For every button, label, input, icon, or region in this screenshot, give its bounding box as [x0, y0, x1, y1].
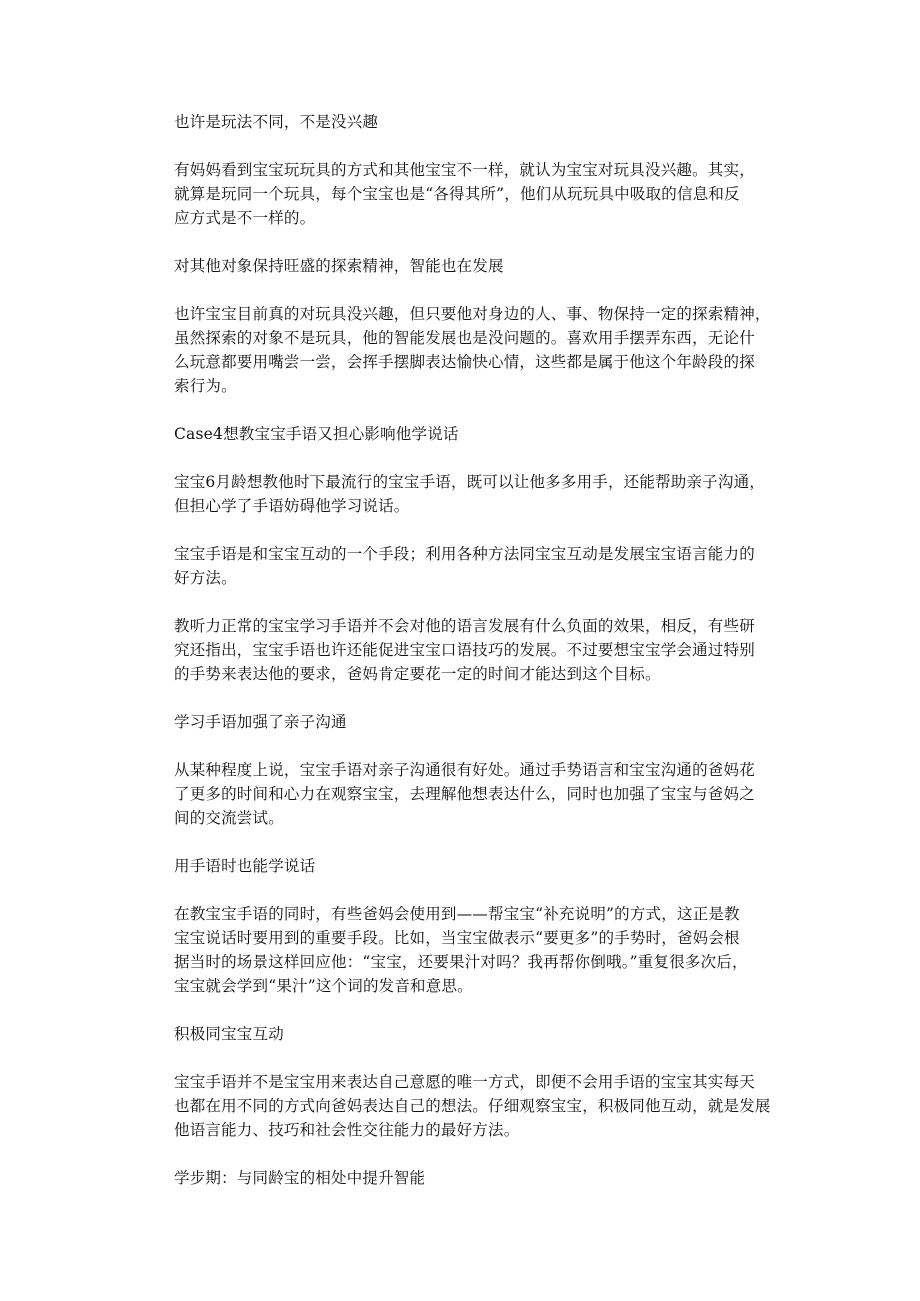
text-line: 用手语时也能学说话: [174, 857, 316, 875]
text-line: 积极同宝宝互动: [174, 1025, 284, 1043]
text-line: 在教宝宝手语的同时，有些爸妈会使用到——帮宝宝“补充说明”的方式，这正是教: [174, 905, 740, 923]
paragraph-gap: [174, 398, 756, 422]
text-line: 了更多的时间和心力在观察宝宝，去理解他想表达什么，同时也加强了宝宝与爸妈之: [174, 785, 755, 803]
text-line: 也许宝宝目前真的对玩具没兴趣，但只要他对身边的人、事、物保持一定的探索精神，: [174, 305, 771, 323]
text-line: 宝宝就会学到“果汁”这个词的发音和意思。: [174, 977, 473, 995]
paragraph-gap: [174, 134, 756, 158]
heading-line: [174, 422, 756, 446]
text-line: 对其他对象保持旺盛的探索精神，智能也在发展: [174, 257, 504, 275]
heading-line: [174, 1166, 756, 1190]
heading-line: [174, 254, 756, 278]
text-line: 教听力正常的宝宝学习手语并不会对他的语言发展有什么负面的效果，相反，有些研: [174, 617, 755, 635]
paragraph: [174, 470, 765, 518]
paragraph-gap: [174, 590, 756, 614]
text-line: 但担心学了手语妨碍他学习说话。: [174, 497, 410, 515]
paragraph-gap: [174, 998, 756, 1022]
text-line: 从某种程度上说，宝宝手语对亲子沟通很有好处。通过手势语言和宝宝沟通的爸妈花: [174, 761, 755, 779]
heading-line: [174, 1022, 756, 1046]
paragraph: [174, 1070, 771, 1142]
text-line: Case4想教宝宝手语又担心影响他学说话: [174, 425, 459, 443]
paragraph: [174, 614, 756, 686]
paragraph-gap: [174, 230, 756, 254]
text-line: 么玩意都要用嘴尝一尝，会挥手摆脚表达愉快心情，这些都是属于他这个年龄段的探: [174, 353, 755, 371]
text-line: 就算是玩同一个玩具，每个宝宝也是“各得其所”，他们从玩玩具中吸取的信息和反: [174, 185, 740, 203]
text-line: 也都在用不同的方式向爸妈表达自己的想法。仔细观察宝宝，积极同他互动，就是发展: [174, 1097, 771, 1115]
text-line: 间的交流尝试。: [174, 809, 284, 827]
paragraph-gap: [174, 878, 756, 902]
paragraph-gap: [174, 1142, 756, 1166]
text-line: 宝宝6月龄想教他时下最流行的宝宝手语，既可以让他多多用手，还能帮助亲子沟通，: [174, 473, 765, 491]
paragraph: [174, 902, 756, 998]
paragraph-gap: [174, 686, 756, 710]
text-line: 学习手语加强了亲子沟通: [174, 713, 347, 731]
text-line: 宝宝说话时要用到的重要手段。比如，当宝宝做表示“要更多”的手势时，爸妈会根: [174, 929, 740, 947]
text-line: 好方法。: [174, 569, 237, 587]
text-line: 的手势来表达他的要求，爸妈肯定要花一定的时间才能达到这个目标。: [174, 665, 661, 683]
text-line: 也许是玩法不同，不是没兴趣: [174, 113, 379, 131]
paragraph-gap: [174, 446, 756, 470]
text-line: 索行为。: [174, 377, 237, 395]
text-line: 应方式是不一样的。: [174, 209, 316, 227]
text-line: 宝宝手语并不是宝宝用来表达自己意愿的唯一方式，即便不会用手语的宝宝其实每天: [174, 1073, 755, 1091]
document-body: [174, 110, 771, 1190]
paragraph-gap: [174, 734, 756, 758]
text-line: 他语言能力、技巧和社会性交往能力的最好方法。: [174, 1121, 520, 1139]
paragraph: [174, 158, 756, 230]
text-line: 宝宝手语是和宝宝互动的一个手段；利用各种方法同宝宝互动是发展宝宝语言能力的: [174, 545, 755, 563]
paragraph-gap: [174, 518, 756, 542]
paragraph: [174, 758, 756, 830]
text-line: 有妈妈看到宝宝玩玩具的方式和其他宝宝不一样，就认为宝宝对玩具没兴趣。其实，: [174, 161, 755, 179]
paragraph: [174, 542, 756, 590]
heading-line: [174, 854, 756, 878]
text-line: 究还指出，宝宝手语也许还能促进宝宝口语技巧的发展。不过要想宝宝学会通过特别: [174, 641, 755, 659]
paragraph-gap: [174, 830, 756, 854]
paragraph-gap: [174, 1046, 756, 1070]
heading-line: [174, 710, 756, 734]
text-line: 虽然探索的对象不是玩具，他的智能发展也是没问题的。喜欢用手摆弄东西，无论什: [174, 329, 755, 347]
paragraph-gap: [174, 278, 756, 302]
text-line: 学步期：与同龄宝的相处中提升智能: [174, 1169, 426, 1187]
heading-line: [174, 110, 756, 134]
text-line: 据当时的场景这样回应他：“宝宝，还要果汁对吗？我再帮你倒哦。”重复很多次后，: [174, 953, 748, 971]
paragraph: [174, 302, 771, 398]
